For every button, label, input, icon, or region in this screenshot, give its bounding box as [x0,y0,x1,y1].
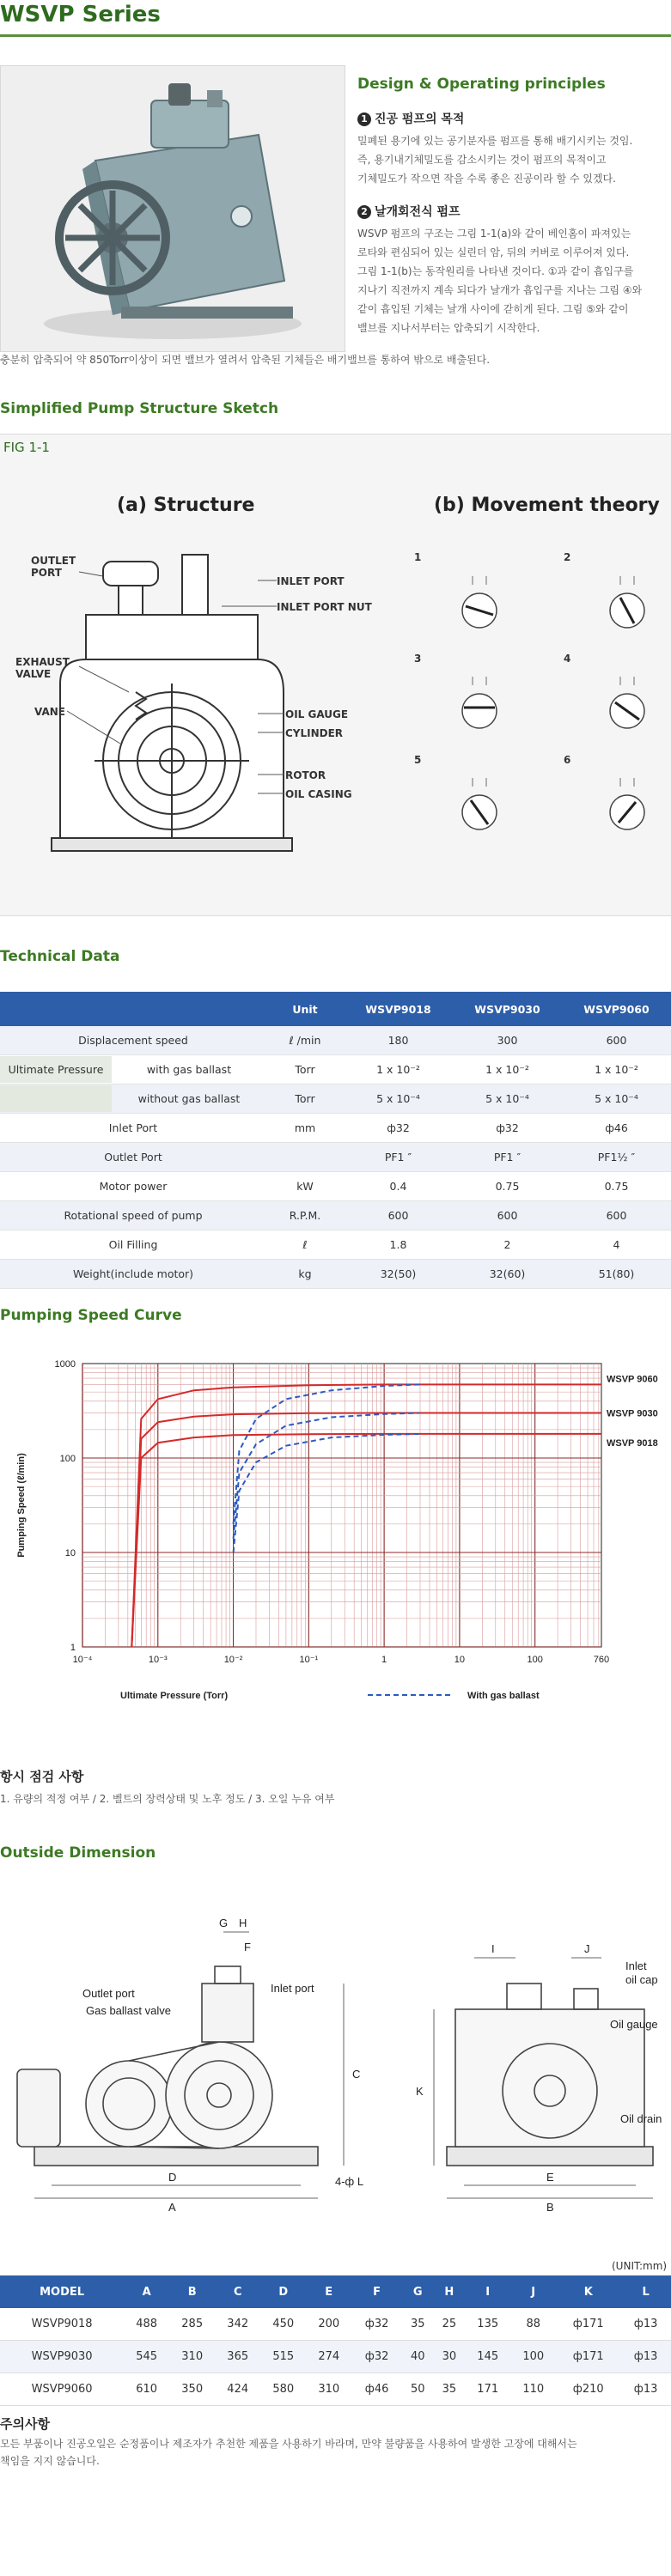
outside-dimension-drawing [0,1889,671,2250]
section-2-line: 그림 1-1(b)는 동작원리를 나타낸 것이다. ①과 같이 흡입구를 [357,265,634,277]
dim-cell: 145 [465,2341,510,2373]
dim-cell: 50 [402,2373,434,2406]
row-label: Displacement speed [0,1026,266,1055]
design-full-line: 충분히 압축되어 약 850Torr이상이 되면 밸브가 열려서 압축된 기체들은 배기밸브를 통하여 밖으로 배출된다. [0,354,491,366]
section-2-line: 밸브를 지나서부터는 압축되기 시작한다. [357,322,540,334]
row-label: Outlet Port [0,1143,266,1172]
structure-drawing [0,434,671,915]
label-outlet-port [31,555,76,579]
cell: 600 [562,1201,671,1230]
label-outlet-port-line1: OUTLET [31,555,76,567]
dim-G: G [219,1917,229,1929]
x-tick-label: 760 [593,1655,610,1665]
dim-cell: 450 [260,2308,306,2341]
model-cell: WSVP9018 [0,2308,124,2341]
dim-E: E [546,2171,554,2184]
cell: 1.8 [344,1230,453,1260]
dim-col-header: F [351,2275,402,2308]
dim-cell: 515 [260,2341,306,2373]
row-label: Rotational speed of pump [0,1201,266,1230]
tech-col-model: WSVP9060 [562,992,671,1026]
label-oil-gauge-dim: Oil gauge [610,2018,658,2031]
row-unit: ℓ /min [266,1026,344,1055]
tech-heading: Technical Data [0,948,120,965]
cell: 32(60) [453,1260,562,1289]
dim-cell: 30 [434,2341,466,2373]
dim-cell: 424 [215,2373,260,2406]
pump-photo [0,65,345,352]
x-tick-label: 10⁻³ [148,1655,168,1665]
cell: 32(50) [344,1260,453,1289]
dim-col-header: C [215,2275,260,2308]
step-3: 3 [414,653,422,665]
cell: 0.75 [453,1172,562,1201]
notice-heading: 주의사항 [0,2416,50,2432]
row-label: without gas ballast [137,1092,241,1105]
dim-cell: 135 [465,2308,510,2341]
row-unit: Torr [266,1084,344,1114]
table-row [0,1026,671,1055]
model-cell: WSVP9060 [0,2373,124,2406]
dim-col-header: B [169,2275,215,2308]
label-gas-ballast-valve: Gas ballast valve [86,2004,171,2017]
dim-cell: 274 [306,2341,351,2373]
dim-col-header: I [465,2275,510,2308]
label-outlet-port-line2: PORT [31,567,62,579]
dim-cell: ф171 [556,2341,620,2373]
chart-frame [82,1364,601,1647]
dim-cell: 342 [215,2308,260,2341]
section-1-title-text: 진공 펌프의 목적 [375,112,465,126]
cell: 5 x 10⁻⁴ [344,1084,453,1114]
y-tick-label: 10 [64,1548,76,1558]
section-1-title [357,110,464,127]
dim-col-header: H [434,2275,466,2308]
section-2-line: 로타와 편심되어 있는 실린더 암, 뒤의 커버로 이루어져 있다. [357,246,630,258]
dim-L: 4-ф L [335,2175,364,2188]
section-2-line: WSVP 펌프의 구조는 그림 1-1(a)와 같이 베인홈이 파져있는 [357,228,631,240]
movement-title: (b) Movement theory [434,495,660,516]
dim-cell: 545 [124,2341,169,2373]
dim-C: C [352,2068,361,2081]
cell: 1 x 10⁻² [453,1055,562,1084]
cell: ф32 [453,1114,562,1143]
row-unit: ℓ [266,1230,344,1260]
dim-cell: 88 [510,2308,556,2341]
tech-col-model: WSVP9030 [453,992,562,1026]
table-row [0,2341,671,2373]
dim-col-header: K [556,2275,620,2308]
dim-col-header: D [260,2275,306,2308]
page-title: WSVP Series [0,2,161,27]
dim-cell: 310 [169,2341,215,2373]
row-unit: kg [266,1260,344,1289]
dim-cell: ф32 [351,2308,402,2341]
cell: 5 x 10⁻⁴ [562,1084,671,1114]
x-tick-label: 10⁻⁴ [72,1655,93,1665]
dimension-header-row [0,2275,671,2308]
tech-col-model: WSVP9018 [344,992,453,1026]
unit-note: (UNIT:mm) [612,2260,668,2272]
ultimate-pressure-label-continued [0,1085,112,1112]
cell: 5 x 10⁻⁴ [453,1084,562,1114]
dim-cell: 35 [402,2308,434,2341]
dim-cell: ф32 [351,2341,402,2373]
cell: ф32 [344,1114,453,1143]
dim-col-header: A [124,2275,169,2308]
outside-heading: Outside Dimension [0,1844,156,1862]
x-tick-label: 100 [527,1655,543,1665]
cell: 0.4 [344,1172,453,1201]
design-heading: Design & Operating principles [357,76,606,93]
x-tick-label: 1 [381,1655,387,1665]
label-exhaust-valve-line2: VALVE [15,668,52,680]
dim-cell: 310 [306,2373,351,2406]
dim-cell: 171 [465,2373,510,2406]
row-unit [266,1143,344,1172]
sketch-figure [0,434,671,916]
label-exhaust-valve-line1: EXHAUST [15,656,70,668]
tech-col-unit: Unit [266,992,344,1026]
table-row [0,2373,671,2406]
dim-cell: ф171 [556,2308,620,2341]
dim-cell: 365 [215,2341,260,2373]
row-label: Motor power [0,1172,266,1201]
step-2: 2 [564,551,571,563]
cell: 180 [344,1026,453,1055]
dim-cell: 610 [124,2373,169,2406]
cell: 1 x 10⁻² [344,1055,453,1084]
label-cylinder: CYLINDER [285,727,344,739]
table-row [0,1114,671,1143]
dim-H: H [239,1917,247,1929]
row-label: Weight(include motor) [0,1260,266,1289]
label-vane: VANE [34,706,65,718]
notice-body [0,2435,671,2470]
label-rotor: ROTOR [285,769,326,781]
row-unit: Torr [266,1055,344,1084]
dim-K: K [416,2085,424,2098]
step-6: 6 [564,754,571,766]
x-axis-label: Ultimate Pressure (Torr) [120,1691,229,1701]
dim-cell: 110 [510,2373,556,2406]
notice-line: 책임을 지지 않습니다. [0,2455,100,2467]
y-tick-label: 1 [70,1643,76,1653]
cell: 600 [562,1026,671,1055]
label-inlet-port-nut: INLET PORT NUT [277,601,372,613]
dimension-table [0,2275,671,2406]
model-cell: WSVP9030 [0,2341,124,2373]
section-1-body [357,131,667,188]
x-tick-label: 10⁻² [223,1655,243,1665]
series-label: WSVP 9018 [607,1437,658,1449]
dim-cell: 580 [260,2373,306,2406]
table-row [0,1172,671,1201]
step-5: 5 [414,754,422,766]
structure-title: (a) Structure [117,495,255,516]
dim-cell: 285 [169,2308,215,2341]
cell: PF1 ″ [453,1143,562,1172]
step-1: 1 [414,551,422,563]
dim-col-header: E [306,2275,351,2308]
dim-col-header: L [620,2275,671,2308]
section-2-title [357,203,461,220]
table-row [0,1084,671,1114]
section-2-title-text: 날개회전식 펌프 [375,205,461,219]
section-1-line: 즉, 용기내기체밀도를 감소시키는 것이 펌프의 목적이고 [357,154,607,166]
tech-col-blank [0,992,266,1026]
fig-label: FIG 1-1 [3,440,50,455]
label-exhaust-valve [15,656,70,680]
table-row [0,1260,671,1289]
label-oil-casing: OIL CASING [285,788,352,800]
cell: ф46 [562,1114,671,1143]
cell: 1 x 10⁻² [562,1055,671,1084]
dim-B: B [546,2201,554,2214]
dim-cell: ф13 [620,2341,671,2373]
without-ballast-cell [0,1084,266,1114]
section-2-number: 2 [357,205,371,219]
row-unit: mm [266,1114,344,1143]
curve-heading: Pumping Speed Curve [0,1307,182,1324]
section-1-number: 1 [357,112,371,126]
cell: PF1½ ″ [562,1143,671,1172]
dim-col-header: MODEL [0,2275,124,2308]
sketch-heading: Simplified Pump Structure Sketch [0,400,279,417]
dim-cell: 350 [169,2373,215,2406]
cell: PF1 ″ [344,1143,453,1172]
row-label: Inlet Port [0,1114,266,1143]
inspect-heading: 항시 점검 사항 [0,1769,84,1784]
table-row [0,1201,671,1230]
y-tick-label: 100 [59,1454,76,1464]
row-label: Oil Filling [0,1230,266,1260]
label-inlet-port: INLET PORT [277,575,345,587]
tech-table [0,992,671,1289]
dim-cell: ф46 [351,2373,402,2406]
dim-col-header: G [402,2275,434,2308]
row-unit: kW [266,1172,344,1201]
ultimate-pressure-cell [0,1055,266,1084]
title-rule [0,34,671,37]
section-2-line: 같이 흡입된 기체는 날개 사이에 갇히게 된다. 그림 ⑤와 같이 [357,303,629,315]
table-row [0,2308,671,2341]
dim-cell: 35 [434,2373,466,2406]
series-label: WSVP 9060 [607,1374,658,1385]
step-4: 4 [564,653,571,665]
ultimate-pressure-label: Ultimate Pressure [0,1056,112,1083]
y-axis-label: Pumping Speed (ℓ/min) [16,1453,27,1558]
label-outlet-port-dim: Outlet port [82,1987,135,2000]
dim-A: A [168,2201,176,2214]
series-label: WSVP 9030 [607,1408,658,1419]
cell: 51(80) [562,1260,671,1289]
dim-col-header: J [510,2275,556,2308]
section-2-body [357,224,668,337]
x-tick-label: 10 [454,1655,466,1665]
dim-F: F [244,1941,251,1953]
section-1-line: 밀폐된 용기에 있는 공기분자를 펌프를 통해 배기시키는 것임. [357,135,633,147]
cell: 4 [562,1230,671,1260]
section-2-line: 지나기 직전까지 계속 되다가 날개가 흡입구를 지나는 그림 ④와 [357,284,643,296]
y-tick-label: 1000 [54,1359,76,1370]
cell: 600 [344,1201,453,1230]
dim-D: D [168,2171,177,2184]
dim-cell: 100 [510,2341,556,2373]
table-row [0,1143,671,1172]
dim-cell: 25 [434,2308,466,2341]
label-oil-drain: Oil drain [620,2112,662,2125]
cell: 300 [453,1026,562,1055]
cell: 600 [453,1201,562,1230]
dim-cell: 40 [402,2341,434,2373]
cell: 2 [453,1230,562,1260]
label-inlet-port-dim: Inlet port [271,1982,314,1995]
dim-cell: 200 [306,2308,351,2341]
notice-line: 모든 부품이나 진공오일은 순정품이나 제조자가 추천한 제품을 사용하기 바라며, 만약 불량품을 사용하여 발생한 고장에 대해서는 [0,2438,577,2450]
dim-cell: ф13 [620,2308,671,2341]
dim-cell: ф210 [556,2373,620,2406]
cell: 0.75 [562,1172,671,1201]
table-row [0,1230,671,1260]
dim-J: J [584,1942,590,1955]
inspect-items: 1. 유량의 적정 여부 / 2. 벨트의 장력상태 및 노후 정도 / 3. 오일 누유 여부 [0,1793,335,1805]
section-1-line: 기체밀도가 작으면 작을 수록 좋은 진공이라 할 수 있겠다. [357,173,616,185]
label-inlet: Inlet [625,1959,647,1972]
legend-ballast-label: With gas ballast [467,1691,540,1701]
dim-cell: ф13 [620,2373,671,2406]
pumping-speed-chart [0,1340,671,1752]
label-oil-gauge: OIL GAUGE [285,708,349,720]
tech-header-row [0,992,671,1026]
x-tick-label: 10⁻¹ [299,1655,319,1665]
label-oil-cap: oil cap [625,1973,658,1986]
dim-I: I [491,1942,495,1955]
dim-cell: 488 [124,2308,169,2341]
row-unit: R.P.M. [266,1201,344,1230]
row-label: with gas ballast [146,1063,232,1076]
table-row [0,1055,671,1084]
